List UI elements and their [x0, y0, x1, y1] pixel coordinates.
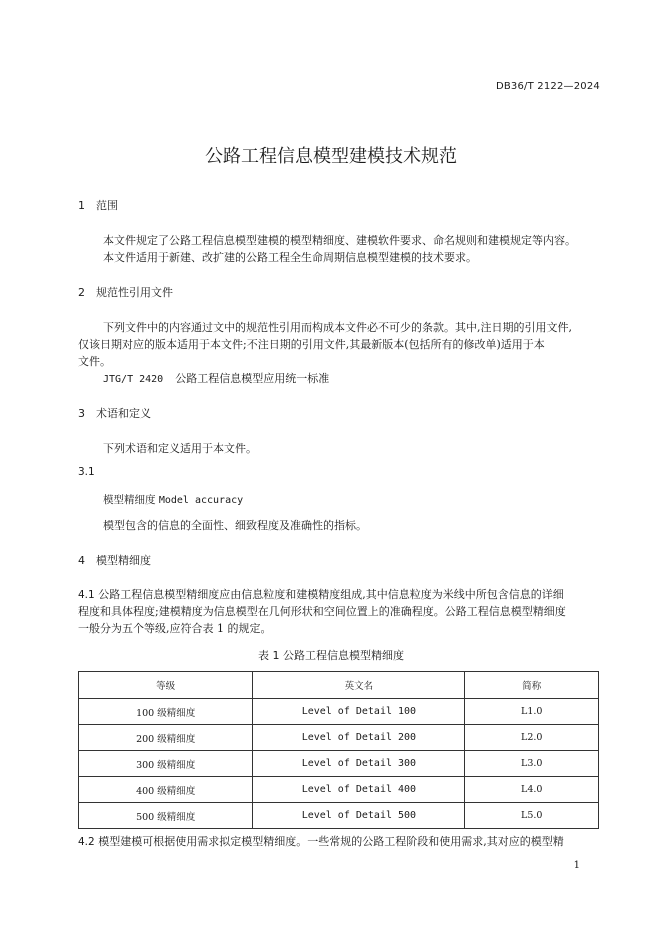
paragraph: 本文件规定了公路工程信息模型建模的模型精细度、建模软件要求、命名规则和建模规定等内容。	[103, 234, 576, 247]
section-3-heading	[78, 405, 151, 421]
table-cell: L3.0	[465, 751, 599, 777]
table-cell: L2.0	[465, 725, 599, 751]
paragraph-line: 仅该日期对应的版本适用于本文件;不注日期的引用文件,其最新版本(包括所有的修改单)适用于本	[78, 338, 545, 351]
table-cell: 300 级精细度	[79, 751, 253, 777]
term-number: 3.1	[78, 466, 95, 478]
table-cell: Level of Detail 100	[253, 699, 465, 725]
table-cell: L4.0	[465, 777, 599, 803]
table-cell: Level of Detail 400	[253, 777, 465, 803]
table-cell: 100 级精细度	[79, 699, 253, 725]
page-number: 1	[573, 860, 580, 871]
term-cn: 模型精细度	[103, 494, 156, 506]
section-title: 模型精细度	[96, 554, 151, 567]
table-row	[79, 803, 599, 829]
paragraph: 下列术语和定义适用于本文件。	[103, 442, 257, 455]
header-cell-abbreviation: 简称	[465, 672, 599, 699]
table-header-row	[79, 672, 599, 699]
term-en: Model accuracy	[158, 495, 244, 506]
section-title: 规范性引用文件	[96, 286, 173, 299]
table-cell: 400 级精细度	[79, 777, 253, 803]
header-cell-grade: 等级	[79, 672, 253, 699]
clause-text: 模型建模可根据使用需求拟定模型精细度。一些常规的公路工程阶段和使用需求,其对应的模型精	[98, 835, 564, 848]
table-cell: 500 级精细度	[79, 803, 253, 829]
table-cell: 200 级精细度	[79, 725, 253, 751]
table-row	[79, 699, 599, 725]
table-cell: L5.0	[465, 803, 599, 829]
paragraph-line: 文件。	[78, 355, 111, 368]
table-row	[79, 751, 599, 777]
section-number: 2	[78, 286, 85, 299]
term-definition: 模型包含的信息的全面性、细致程度及准确性的指标。	[103, 519, 367, 532]
section-1-heading	[78, 197, 118, 213]
clause-4-2-line	[78, 833, 564, 849]
section-number: 1	[78, 199, 85, 212]
paragraph-line: 程度和具体程度;建模精度为信息模型在几何形状和空间位置上的准确程度。公路工程信息模型精细度	[78, 605, 566, 618]
paragraph-line: 下列文件中的内容通过文中的规范性引用而构成本文件必不可少的条款。其中,注日期的引用文件,	[103, 321, 572, 334]
section-4-heading	[78, 552, 151, 568]
paragraph: 本文件适用于新建、改扩建的公路工程全生命周期信息模型建模的技术要求。	[103, 251, 477, 264]
section-2-heading	[78, 284, 173, 300]
table-caption: 表 1 公路工程信息模型精细度	[258, 649, 404, 662]
table-row	[79, 725, 599, 751]
lod-table	[78, 671, 599, 829]
header-cell-english-name: 英文名	[253, 672, 465, 699]
paragraph-line: 一般分为五个等级,应符合表 1 的规定。	[78, 622, 272, 635]
clause-number: 4.2	[78, 836, 95, 848]
document-title: 公路工程信息模型建模技术规范	[205, 146, 457, 167]
reference-code: JTG/T 2420	[103, 374, 164, 385]
clause-number: 4.1	[78, 589, 95, 601]
clause-4-1-line	[78, 586, 564, 602]
clause-text: 公路工程信息模型精细度应由信息粒度和建模精度组成,其中信息粒度为米线中所包含信息的详细	[98, 588, 564, 601]
section-title: 范围	[96, 199, 118, 212]
table-cell: Level of Detail 200	[253, 725, 465, 751]
section-title: 术语和定义	[96, 407, 151, 420]
section-number: 3	[78, 407, 85, 420]
table-cell: Level of Detail 300	[253, 751, 465, 777]
table-cell: L1.0	[465, 699, 599, 725]
reference-title: 公路工程信息模型应用统一标准	[175, 372, 330, 385]
section-number: 4	[78, 554, 85, 567]
table-row	[79, 777, 599, 803]
normative-reference	[103, 370, 329, 386]
term-entry	[103, 492, 243, 507]
standard-code: DB36/T 2122—2024	[495, 81, 600, 92]
table-cell: Level of Detail 500	[253, 803, 465, 829]
